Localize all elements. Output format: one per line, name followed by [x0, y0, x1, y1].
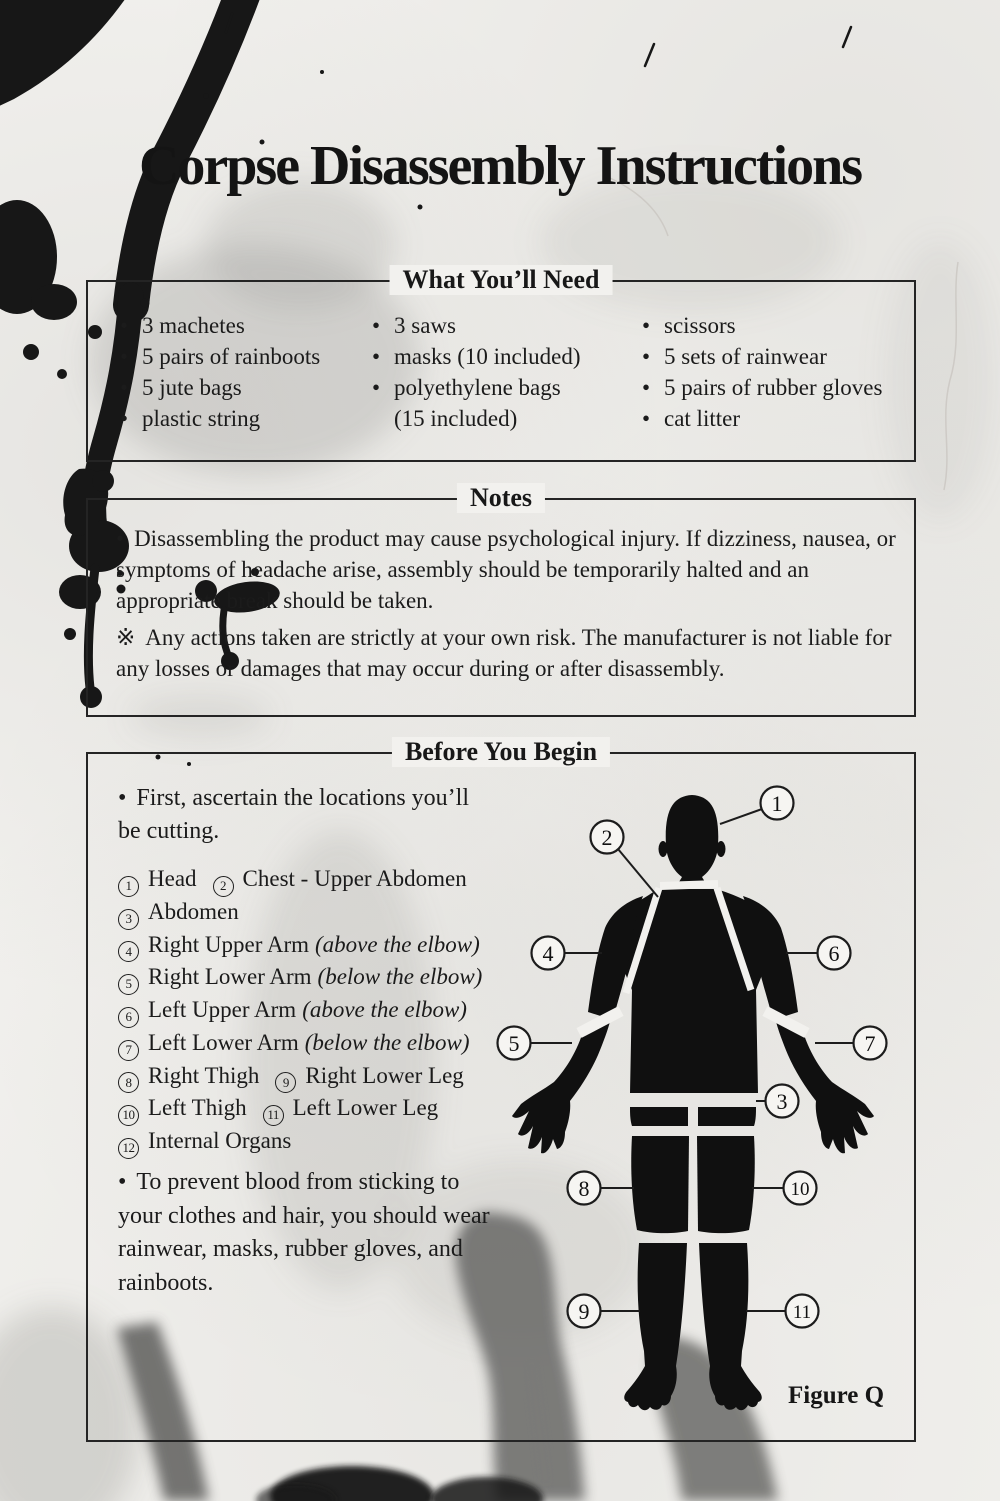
- list-item: [372, 403, 581, 434]
- circled-number: 11: [263, 1105, 284, 1126]
- callout-number: 8: [578, 1176, 590, 1201]
- section-before-you-begin: [86, 737, 916, 1442]
- notes-text: Disassembling the product may cause psychological injury. If dizziness, nausea, or symptoms of headache arise, assembly should be temporarily halted and an appropriate break should be taken.: [116, 526, 896, 613]
- page-title: Corpse Disassembly Instructions: [138, 135, 862, 197]
- body-diagram: [492, 770, 922, 1430]
- need-item-label: cat litter: [664, 406, 740, 431]
- need-item-label: (15 included): [394, 406, 518, 431]
- list-item: [372, 341, 581, 372]
- list-item: [642, 403, 882, 434]
- need-item-label: plastic string: [142, 406, 261, 431]
- bullet-icon: •: [642, 406, 651, 431]
- cut-location-label: Right Upper Arm: [148, 931, 309, 957]
- cut-location-label: Chest - Upper Abdomen: [242, 866, 467, 891]
- intro-text: First, ascertain the locations you’ll be cutting.: [118, 785, 469, 844]
- callout-number: 5: [508, 1031, 520, 1056]
- left-calf-foot: [624, 1243, 687, 1410]
- list-item: [372, 372, 581, 403]
- need-item-label: 5 sets of rainwear: [664, 344, 827, 369]
- left-hip: [630, 1107, 688, 1126]
- section-title-notes: Notes: [457, 483, 545, 513]
- reference-mark-icon: ※: [116, 625, 136, 650]
- cut-location-label: Left Lower Leg: [292, 1095, 439, 1121]
- callout-number: 10: [790, 1179, 810, 1200]
- bullet-icon: •: [118, 785, 127, 811]
- need-item-label: 3 machetes: [142, 313, 245, 338]
- callout-number: 1: [771, 791, 783, 816]
- list-item: [642, 310, 882, 341]
- bullet-icon: •: [372, 375, 381, 400]
- cut-location-label: Right Lower Arm: [148, 964, 312, 990]
- list-item: [120, 403, 320, 434]
- circled-number: 10: [118, 1105, 139, 1126]
- list-item: [642, 341, 882, 372]
- circled-number: 4: [118, 941, 139, 962]
- list-item: [642, 372, 882, 403]
- callout-number: 3: [776, 1089, 788, 1114]
- bullet-icon: •: [372, 313, 381, 338]
- cut-location-label: Head: [148, 866, 197, 891]
- cut-location-note: (below the elbow): [317, 964, 483, 990]
- cut-location-label: Right Lower Leg: [305, 1062, 464, 1088]
- bullet-icon: •: [120, 313, 129, 338]
- need-column-2: [372, 310, 581, 434]
- cut-location-label: Internal Organs: [148, 1128, 292, 1153]
- cut-location-label: Left Lower Arm: [148, 1029, 299, 1055]
- circled-number: 2: [213, 876, 234, 897]
- section-title-need: What You’ll Need: [390, 265, 613, 295]
- section-what-youll-need: [86, 265, 916, 462]
- right-thigh: [697, 1136, 755, 1233]
- need-item-label: 5 pairs of rainboots: [142, 344, 321, 369]
- section-notes: [86, 483, 916, 717]
- notes-text: Any actions taken are strictly at your own risk. The manufacturer is not liable for any losses or damages that may occur during or after disassembly.: [116, 625, 892, 681]
- callout-number: 2: [601, 825, 613, 850]
- list-item: [372, 310, 581, 341]
- need-column-3: [642, 310, 882, 434]
- figure-label: Figure Q: [788, 1382, 885, 1409]
- bullet-icon: •: [120, 375, 129, 400]
- cut-location-label: Left Upper Arm: [148, 997, 297, 1022]
- right-hip: [698, 1107, 756, 1126]
- section-title-before: Before You Begin: [392, 737, 610, 767]
- advice-paragraph: [118, 1166, 494, 1300]
- circled-number: 5: [118, 974, 139, 995]
- intro-paragraph: [118, 782, 486, 848]
- circled-number: 8: [118, 1072, 139, 1093]
- need-column-1: [120, 310, 320, 434]
- cut-location-note: (below the elbow): [304, 1029, 470, 1055]
- callout-number: 6: [828, 941, 840, 966]
- notes-paragraph: [116, 523, 900, 616]
- left-thigh: [631, 1136, 689, 1233]
- circled-number: 7: [118, 1040, 139, 1061]
- head: [666, 795, 719, 882]
- need-item-label: 5 pairs of rubber gloves: [664, 375, 883, 400]
- callout-number: 4: [542, 941, 554, 966]
- need-item-label: scissors: [664, 313, 736, 338]
- circled-number: 6: [118, 1007, 139, 1028]
- callout-number: 11: [792, 1302, 812, 1323]
- list-item: [120, 310, 320, 341]
- callout-number: 7: [864, 1031, 876, 1056]
- bullet-icon: •: [116, 526, 125, 551]
- advice-text: To prevent blood from sticking to your clothes and hair, you should wear rainwear, masks, rubber gloves, and rainboots.: [118, 1169, 490, 1296]
- bullet-icon: [372, 403, 394, 434]
- circled-number: 12: [118, 1138, 139, 1159]
- bullet-icon: •: [120, 344, 129, 369]
- bullet-icon: •: [642, 313, 651, 338]
- cut-location-label: Left Thigh: [148, 1095, 247, 1121]
- list-item: [120, 372, 320, 403]
- right-calf-foot: [699, 1243, 762, 1410]
- cut-location-note: (above the elbow): [315, 931, 480, 957]
- need-item-label: masks (10 included): [394, 344, 581, 369]
- cut-location-note: (above the elbow): [302, 997, 467, 1022]
- need-item-label: 5 jute bags: [142, 375, 242, 400]
- bullet-icon: •: [642, 375, 651, 400]
- notes-paragraph: [116, 622, 900, 684]
- callout-number: 9: [578, 1299, 590, 1324]
- cut-location-label: Abdomen: [148, 898, 239, 924]
- need-item-label: polyethylene bags: [394, 375, 561, 400]
- need-item-label: 3 saws: [394, 313, 456, 338]
- bullet-icon: •: [118, 1169, 127, 1195]
- circled-number: 3: [118, 909, 139, 930]
- cut-location-label: Right Thigh: [148, 1062, 260, 1088]
- list-item: [120, 341, 320, 372]
- bullet-icon: •: [372, 344, 381, 369]
- circled-number: 1: [118, 876, 139, 897]
- bullet-icon: •: [642, 344, 651, 369]
- circled-number: 9: [275, 1072, 296, 1093]
- bullet-icon: •: [120, 406, 129, 431]
